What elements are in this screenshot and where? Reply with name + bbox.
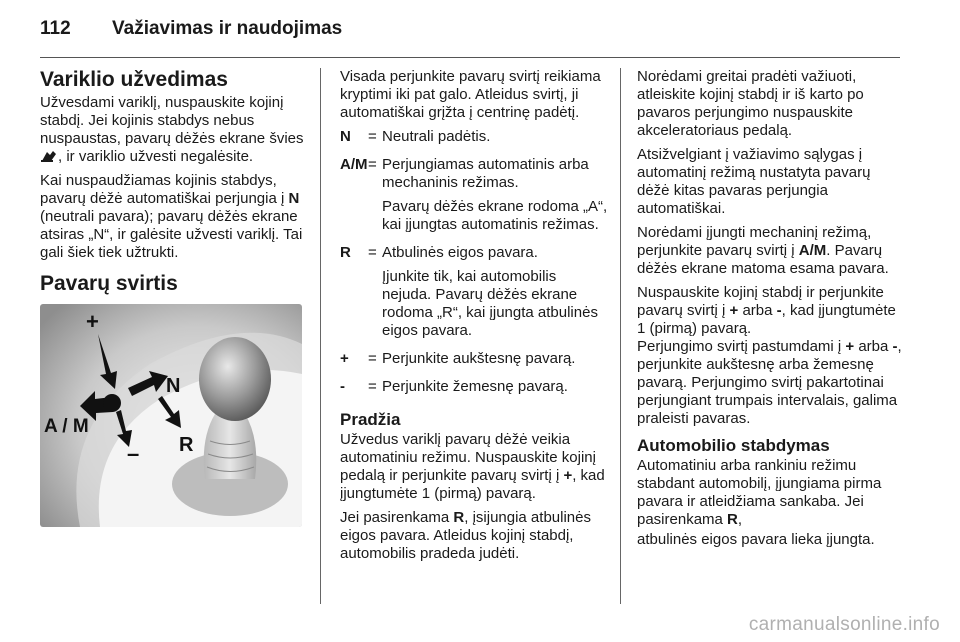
page-header — [40, 18, 342, 40]
am-label: A / M — [44, 416, 89, 437]
gear-lever-drawing — [40, 304, 302, 527]
def-desc: Perjunkite žemesnę pavarą. — [382, 378, 568, 395]
def-desc: Neutrali padėtis. — [382, 128, 491, 145]
header-rule — [40, 57, 900, 58]
n-label: N — [166, 375, 181, 397]
minus-label: – — [127, 441, 140, 466]
def-desc: Perjungiamas automatinis arba mechaninis režimas. Pavarų dėžės ekrane rodoma „A“, kai įjungtas automatinis režimas. — [382, 156, 608, 233]
def-key: N — [340, 128, 351, 145]
def-key: R — [340, 244, 351, 261]
definition-list — [340, 128, 608, 402]
heading-gear-lever: Pavarų svirtis — [40, 272, 178, 295]
column-divider — [620, 68, 621, 604]
def-key: - — [340, 378, 345, 395]
heading-vehicle-braking: Automobilio stabdymas — [637, 436, 830, 455]
def-key: + — [340, 350, 349, 367]
plus-label: + — [86, 309, 99, 334]
paragraph: Nuspauskite kojinį stabdį ir perjunkite pavarų svirtį į + arba -, kad įjungtumėte 1 (pirmą) pavarą. — [637, 284, 896, 337]
paragraph: atbulinės eigos pavara lieka įjungta. — [637, 531, 875, 548]
paragraph: Jei pasirenkama R, įsijungia atbulinės eigos pavara. Atleidus kojinį stabdį, automobilis pradeda judėti. — [340, 509, 591, 562]
paragraph: Perjungimo svirtį pastumdami į + arba -, perjunkite aukštesnę arba žemesnę pavarą. Perjungimo svirtį pakartotinai perjungiant trumpais intervalais, galima praleisti pavaras. — [637, 338, 902, 427]
def-eq: = — [368, 128, 377, 145]
heading-start: Pradžia — [340, 410, 401, 429]
page-title: Važiavimas ir naudojimas — [112, 18, 343, 39]
paragraph: Visada perjunkite pavarų svirtį reikiama kryptimi iki pat galo. Atleidus svirtį, ji automatiškai grįžta į centrinę padėtį. — [340, 68, 601, 121]
foot-brake-icon — [40, 149, 58, 163]
def-eq: = — [368, 378, 377, 395]
column-1 — [40, 68, 306, 527]
def-eq: = — [368, 244, 377, 261]
gear-lever-illustration — [40, 304, 302, 527]
paragraph: Norėdami įjungti mechaninį režimą, perjunkite pavarų svirtį į A/M. Pavarų dėžės ekrane matoma esama pavara. — [637, 224, 889, 277]
paragraph: Užvesdami variklį, nuspauskite kojinį stabdį. Jei kojinis stabdys nebus nuspaustas, pavarų dėžės ekrane švies , ir variklio užvesti negalėsite. — [40, 94, 304, 165]
def-eq: = — [368, 156, 377, 173]
def-desc: Perjunkite aukštesnę pavarą. — [382, 350, 576, 367]
def-desc: Atbulinės eigos pavara. Įjunkite tik, kai automobilis nejuda. Pavarų dėžės ekrane rodoma „R“, kai įjungta atbulinės eigos pavara. — [382, 244, 598, 339]
paragraph: Automatiniu arba rankiniu režimu stabdant automobilį, įjungiama pirma pavara ir atleidžiama sankaba. Jei pasirenkama R, — [637, 457, 882, 528]
column-divider — [320, 68, 321, 604]
paragraph: Norėdami greitai pradėti važiuoti, atleiskite kojinį stabdį ir iš karto po pavaros perjungimo nuspauskite akceleratoriaus pedalą. — [637, 68, 864, 139]
paragraph: Atsižvelgiant į važiavimo sąlygas į automatinį režimą nustatyta pavarų dėžė kitas pavaras perjungia automatiškai. — [637, 146, 871, 217]
def-key: A/M — [340, 156, 368, 173]
def-eq: = — [368, 350, 377, 367]
heading-engine-start: Variklio užvedimas — [40, 68, 228, 91]
page-number: 112 — [40, 18, 71, 39]
watermark: carmanualsonline.info — [748, 614, 940, 635]
column-3 — [637, 68, 905, 555]
paragraph: Kai nuspaudžiamas kojinis stabdys, pavarų dėžė automatiškai perjungia į N (neutrali pavara); pavarų dėžės ekrane atsiras „N“, ir galėsite užvesti variklį. Tai gali šiek tiek užtrukti. — [40, 172, 303, 261]
paragraph: Užvedus variklį pavarų dėžė veikia automatiniu režimu. Nuspauskite kojinį pedalą ir perjunkite pavarų svirtį į +, kad įjungtumėte 1 (pirmą) pavarą. — [340, 431, 605, 502]
column-2 — [340, 68, 608, 569]
r-label: R — [179, 434, 194, 456]
